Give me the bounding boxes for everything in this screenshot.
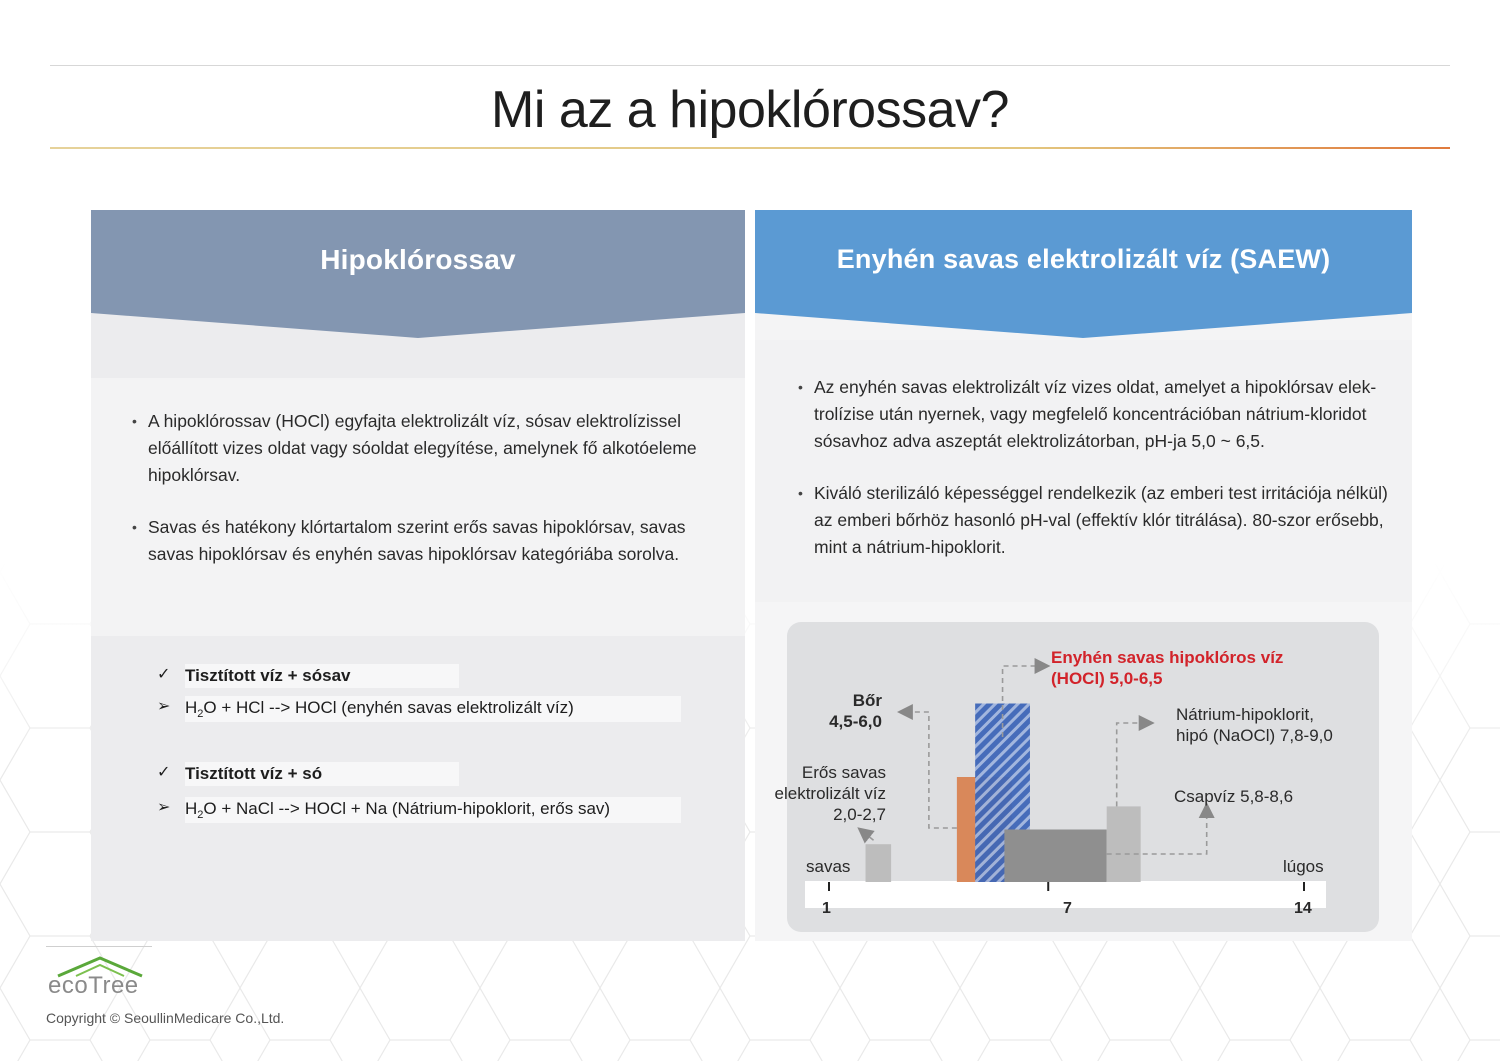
leader-skin (905, 712, 957, 828)
tick-label-1: 1 (822, 900, 831, 917)
left-panel-heading: Hipoklórossav (320, 244, 516, 275)
bar-tap-water (1004, 830, 1106, 883)
check-icon: ✓ (157, 666, 171, 683)
right-bullet-1: • Az enyhén savas elektrolizált víz vizes oldat, amelyet a hipoklórsav elek- trolízise után nyernek, vagy megfelelő koncentrációban nátrium-kloridot sósavhoz adva aszeptát elektrolizátorban, pH-ja 5,0 ~ 6,5. (798, 374, 1398, 455)
tick-label-14: 14 (1294, 900, 1312, 917)
left-bullet-1: • A hipoklórossav (HOCl) egyfajta elektrolizált víz, sósav elektrolízissel előállított vizes oldat vagy sóoldat elegyítése, amelynek fő alkotóeleme hipoklórsav. (132, 408, 722, 489)
copyright-text: Copyright © SeoullinMedicare Co.,Ltd. (46, 1010, 285, 1026)
label-tap-water: Csapvíz 5,8-8,6 (1174, 787, 1294, 806)
arrow-bullet-icon: ➢ (157, 799, 171, 816)
logo-text: ecoTree (48, 972, 139, 999)
bar-strong-acid (866, 844, 892, 882)
label-skin: Bőr 4,5-6,0 (829, 691, 882, 731)
label-mildly-acidic-hocl: Enyhén savas hipoklóros víz (HOCl) 5,0-6,5 (1051, 648, 1284, 688)
leader-sodium (1117, 723, 1147, 806)
axis-left-label: savas (806, 857, 851, 876)
bar-sodium-hypochlorite (1107, 806, 1141, 882)
arrow-bullet-icon: ➢ (157, 698, 171, 715)
left-panel: Hipoklórossav • A hipoklórossav (HOCl) egyfajta elektrolizált víz, sósav elektrolízissel előállított vizes oldat vagy sóoldat elegyítése, amelynek fő alkotóeleme hipoklórsav. • Savas és hatékony klórtartalom szerint erős savas hipoklórsav, savas savas hipoklórsav és enyhén savas hipoklórsav kategóriába sorolva. ✓ Tisztított víz + sósav ➢ $H_2O$ + HCl --> HOCl (enyhén savas elektrolizált víz) ✓ Tisztított víz + só ➢ $H_2O$ + NaCl --> HOCl + Na (Nátrium-hipoklorit, erős sav) (91, 210, 745, 941)
leader-strong-acid (864, 832, 874, 840)
right-bullet-2: • Kiváló sterilizáló képességgel rendelkezik (az emberi test irritációja nélkül) az emberi bőrhöz hasonló pH-val (effektív klór titrálása). 80-szor erősebb, mint a nátrium-hipoklorit. (798, 480, 1398, 561)
label-sodium-hypochlorite: Nátrium-hipoklorit, hipó (NaOCl) 7,8-9,0 (1176, 705, 1333, 745)
tick-label-7: 7 (1063, 900, 1072, 917)
left-bullet-2: • Savas és hatékony klórtartalom szerint erős savas hipoklórsav, savas savas hipoklórsav és enyhén savas hipoklórsav kategóriába sorolva. (132, 514, 722, 568)
label-strong-acid: Erős savas elektrolizált víz 2,0-2,7 (774, 763, 886, 824)
right-panel-heading: Enyhén savas elektrolizált víz (SAEW) (836, 244, 1331, 274)
axis-right-label: lúgos (1283, 857, 1324, 876)
check-icon: ✓ (157, 764, 171, 781)
page-title: Mi az a hipoklórossav? (491, 81, 1009, 139)
